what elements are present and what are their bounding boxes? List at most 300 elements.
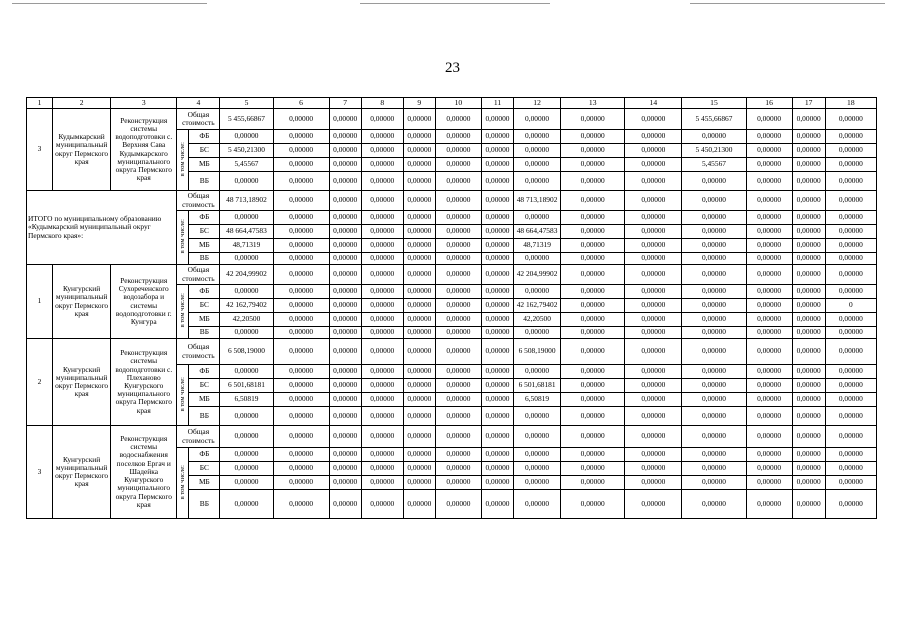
value-cell: 0,00000 <box>746 462 792 476</box>
value-cell: 42,20500 <box>514 313 561 327</box>
total-cost-label: Общая стоимость <box>177 109 220 130</box>
top-rule-mid <box>360 3 550 4</box>
value-cell: 0,00000 <box>329 476 361 490</box>
value-cell: 0,00000 <box>514 490 561 519</box>
value-cell: 0,00000 <box>435 130 481 144</box>
value-cell: 0,00000 <box>514 158 561 172</box>
value-cell: 0,00000 <box>825 462 876 476</box>
incl-label <box>177 448 189 519</box>
value-cell: 0,00000 <box>329 448 361 462</box>
value-cell: 0,00000 <box>481 448 513 462</box>
value-cell: 0,00000 <box>561 158 625 172</box>
value-cell: 0,00000 <box>792 253 825 265</box>
value-cell: 0,00000 <box>220 285 273 299</box>
value-cell: 0,00000 <box>329 393 361 407</box>
value-cell: 0,00000 <box>361 285 403 299</box>
value-cell: 0,00000 <box>481 265 513 285</box>
value-cell: 0,00000 <box>825 393 876 407</box>
table-row <box>27 191 877 211</box>
value-cell: 0,00000 <box>825 239 876 253</box>
fund-label: МБ <box>189 393 220 407</box>
header-cell: 4 <box>177 98 220 109</box>
value-cell: 0,00000 <box>682 253 746 265</box>
value-cell: 0,00000 <box>561 393 625 407</box>
value-cell: 0,00000 <box>220 172 273 191</box>
value-cell: 0,00000 <box>481 476 513 490</box>
value-cell: 0,00000 <box>273 211 329 225</box>
value-cell: 0,00000 <box>481 130 513 144</box>
value-cell: 0,00000 <box>435 158 481 172</box>
value-cell: 0,00000 <box>329 191 361 211</box>
incl-text: в том числе: <box>179 141 187 177</box>
fund-label: ФБ <box>189 211 220 225</box>
value-cell: 0,00000 <box>481 313 513 327</box>
value-cell: 0,00000 <box>329 239 361 253</box>
value-cell: 0,00000 <box>746 211 792 225</box>
fund-label: ФБ <box>189 130 220 144</box>
header-cell: 1 <box>27 98 53 109</box>
value-cell: 0,00000 <box>561 239 625 253</box>
value-cell: 0,00000 <box>625 426 682 448</box>
value-cell: 0,00000 <box>825 313 876 327</box>
value-cell: 0,00000 <box>220 407 273 426</box>
value-cell: 0,00000 <box>625 327 682 339</box>
value-cell: 0,00000 <box>403 448 435 462</box>
value-cell: 48 713,18902 <box>220 191 273 211</box>
value-cell: 0,00000 <box>435 253 481 265</box>
value-cell: 0,00000 <box>682 393 746 407</box>
value-cell: 0,00000 <box>792 365 825 379</box>
value-cell: 0,00000 <box>682 285 746 299</box>
value-cell: 0,00000 <box>403 130 435 144</box>
value-cell: 48 713,18902 <box>514 191 561 211</box>
value-cell: 0,00000 <box>435 462 481 476</box>
header-cell: 15 <box>682 98 746 109</box>
value-cell: 0,00000 <box>746 327 792 339</box>
value-cell: 0,00000 <box>481 109 513 130</box>
value-cell: 0,00000 <box>746 339 792 365</box>
value-cell: 0,00000 <box>625 239 682 253</box>
value-cell: 0,00000 <box>403 462 435 476</box>
incl-text: в том числе: <box>179 376 187 412</box>
value-cell: 0,00000 <box>792 130 825 144</box>
value-cell: 0,00000 <box>361 448 403 462</box>
incl-text: в том числе: <box>179 293 187 328</box>
value-cell: 0,00000 <box>361 144 403 158</box>
value-cell: 0,00000 <box>625 265 682 285</box>
value-cell: 0,00000 <box>825 476 876 490</box>
header-cell: 12 <box>514 98 561 109</box>
value-cell: 0,00000 <box>361 191 403 211</box>
value-cell: 0,00000 <box>746 265 792 285</box>
value-cell: 6 508,19000 <box>220 339 273 365</box>
value-cell: 0,00000 <box>514 253 561 265</box>
header-cell: 11 <box>481 98 513 109</box>
value-cell: 0,00000 <box>561 339 625 365</box>
value-cell: 0,00000 <box>361 379 403 393</box>
value-cell: 0,00000 <box>361 158 403 172</box>
value-cell: 48,71319 <box>514 239 561 253</box>
value-cell: 0,00000 <box>746 426 792 448</box>
header-cell: 5 <box>220 98 273 109</box>
value-cell: 0,00000 <box>825 144 876 158</box>
header-cell: 10 <box>435 98 481 109</box>
value-cell: 0,00000 <box>361 393 403 407</box>
value-cell: 42 204,99902 <box>514 265 561 285</box>
value-cell: 0,00000 <box>481 407 513 426</box>
value-cell: 0,00000 <box>682 448 746 462</box>
value-cell: 0,00000 <box>435 172 481 191</box>
value-cell: 0,00000 <box>481 462 513 476</box>
value-cell: 0,00000 <box>435 285 481 299</box>
value-cell: 0,00000 <box>792 379 825 393</box>
value-cell: 0,00000 <box>746 109 792 130</box>
value-cell: 0,00000 <box>792 476 825 490</box>
total-cost-label: Общая стоимость <box>177 339 220 365</box>
value-cell: 0,00000 <box>746 172 792 191</box>
header-cell: 13 <box>561 98 625 109</box>
value-cell: 0,00000 <box>682 407 746 426</box>
value-cell: 0,00000 <box>361 253 403 265</box>
value-cell: 0,00000 <box>435 365 481 379</box>
value-cell: 0,00000 <box>220 426 273 448</box>
value-cell: 0,00000 <box>825 130 876 144</box>
value-cell: 0,00000 <box>825 191 876 211</box>
value-cell: 0,00000 <box>435 327 481 339</box>
value-cell: 0,00000 <box>825 225 876 239</box>
value-cell: 0,00000 <box>403 426 435 448</box>
value-cell: 0,00000 <box>481 490 513 519</box>
value-cell: 0,00000 <box>361 407 403 426</box>
incl-text: в том числе: <box>179 464 187 500</box>
value-cell: 0,00000 <box>220 462 273 476</box>
value-cell: 0,00000 <box>825 339 876 365</box>
value-cell: 0,00000 <box>682 239 746 253</box>
value-cell: 0,00000 <box>273 490 329 519</box>
value-cell: 0,00000 <box>792 211 825 225</box>
value-cell: 0,00000 <box>514 407 561 426</box>
fund-label: БС <box>189 144 220 158</box>
value-cell: 0,00000 <box>403 158 435 172</box>
value-cell: 0,00000 <box>625 462 682 476</box>
value-cell: 0,00000 <box>481 144 513 158</box>
value-cell: 0,00000 <box>561 144 625 158</box>
municipality-name: Кудымкарский муниципальный округ Пермского края <box>53 109 111 191</box>
value-cell: 0,00000 <box>435 426 481 448</box>
value-cell: 0,00000 <box>514 462 561 476</box>
value-cell: 0,00000 <box>746 239 792 253</box>
value-cell: 0,00000 <box>273 327 329 339</box>
value-cell: 0,00000 <box>625 172 682 191</box>
total-cost-label: Общая стоимость <box>177 426 220 448</box>
value-cell: 0,00000 <box>361 130 403 144</box>
budget-table <box>26 97 877 519</box>
value-cell: 0,00000 <box>561 490 625 519</box>
value-cell: 0,00000 <box>273 299 329 313</box>
value-cell: 0,00000 <box>625 130 682 144</box>
value-cell: 0,00000 <box>792 339 825 365</box>
value-cell: 0,00000 <box>329 407 361 426</box>
value-cell: 0,00000 <box>625 365 682 379</box>
value-cell: 0,00000 <box>561 225 625 239</box>
total-cost-label: Общая стоимость <box>177 265 220 285</box>
value-cell: 0,00000 <box>435 448 481 462</box>
value-cell: 0,00000 <box>481 172 513 191</box>
value-cell: 0,00000 <box>403 172 435 191</box>
header-cell: 2 <box>53 98 111 109</box>
object-name: Реконструкция системы водоподготовки с. Верхняя Сава Кудымкарского муниципального округа Пермского края <box>111 109 177 191</box>
value-cell: 0,00000 <box>825 327 876 339</box>
value-cell: 0,00000 <box>682 327 746 339</box>
value-cell: 5,45567 <box>220 158 273 172</box>
value-cell: 0,00000 <box>435 476 481 490</box>
value-cell: 0,00000 <box>329 158 361 172</box>
value-cell: 0,00000 <box>435 379 481 393</box>
fund-label: БС <box>189 299 220 313</box>
value-cell: 0,00000 <box>792 490 825 519</box>
value-cell: 0,00000 <box>361 339 403 365</box>
value-cell: 0,00000 <box>481 379 513 393</box>
value-cell: 0,00000 <box>514 426 561 448</box>
row-number: 3 <box>27 109 53 191</box>
incl-label <box>177 365 189 426</box>
value-cell: 0,00000 <box>481 239 513 253</box>
value-cell: 0,00000 <box>220 253 273 265</box>
value-cell: 0,00000 <box>329 339 361 365</box>
value-cell: 0,00000 <box>481 339 513 365</box>
value-cell: 0,00000 <box>220 448 273 462</box>
value-cell: 0,00000 <box>435 313 481 327</box>
value-cell: 0,00000 <box>435 393 481 407</box>
value-cell: 42 162,79402 <box>514 299 561 313</box>
header-cell: 8 <box>361 98 403 109</box>
value-cell: 0,00000 <box>329 327 361 339</box>
value-cell: 0,00000 <box>561 379 625 393</box>
value-cell: 0,00000 <box>273 448 329 462</box>
value-cell: 6 501,68181 <box>220 379 273 393</box>
table-row <box>27 339 877 365</box>
value-cell: 0,00000 <box>561 462 625 476</box>
value-cell: 0,00000 <box>514 476 561 490</box>
header-cell: 9 <box>403 98 435 109</box>
value-cell: 0,00000 <box>329 109 361 130</box>
value-cell: 0,00000 <box>329 172 361 191</box>
value-cell: 0,00000 <box>746 313 792 327</box>
fund-label: ВБ <box>189 172 220 191</box>
value-cell: 0,00000 <box>361 172 403 191</box>
value-cell: 0,00000 <box>746 393 792 407</box>
value-cell: 0,00000 <box>561 407 625 426</box>
value-cell: 0,00000 <box>273 172 329 191</box>
fund-label: ВБ <box>189 327 220 339</box>
value-cell: 0,00000 <box>625 225 682 239</box>
value-cell: 0,00000 <box>361 225 403 239</box>
value-cell: 0,00000 <box>746 407 792 426</box>
value-cell: 0,00000 <box>792 426 825 448</box>
value-cell: 0,00000 <box>625 393 682 407</box>
fund-label: БС <box>189 225 220 239</box>
value-cell: 0,00000 <box>625 379 682 393</box>
header-cell: 18 <box>825 98 876 109</box>
table-row <box>27 426 877 448</box>
value-cell: 0,00000 <box>825 253 876 265</box>
value-cell: 0,00000 <box>561 211 625 225</box>
value-cell: 0,00000 <box>746 285 792 299</box>
value-cell: 0,00000 <box>561 172 625 191</box>
value-cell: 0,00000 <box>792 448 825 462</box>
value-cell: 0,00000 <box>273 285 329 299</box>
value-cell: 48,71319 <box>220 239 273 253</box>
value-cell: 0,00000 <box>329 426 361 448</box>
value-cell: 0,00000 <box>273 191 329 211</box>
value-cell: 5,45567 <box>682 158 746 172</box>
value-cell: 0,00000 <box>625 158 682 172</box>
value-cell: 0,00000 <box>361 327 403 339</box>
value-cell: 0,00000 <box>273 239 329 253</box>
value-cell: 0,00000 <box>403 490 435 519</box>
value-cell: 0,00000 <box>220 130 273 144</box>
value-cell: 0,00000 <box>273 365 329 379</box>
value-cell: 0,00000 <box>481 285 513 299</box>
value-cell: 0,00000 <box>481 426 513 448</box>
value-cell: 0,00000 <box>561 476 625 490</box>
value-cell: 0,00000 <box>329 313 361 327</box>
value-cell: 0,00000 <box>361 476 403 490</box>
value-cell: 0,00000 <box>273 130 329 144</box>
value-cell: 0,00000 <box>435 109 481 130</box>
fund-label: ВБ <box>189 490 220 519</box>
value-cell: 0,00000 <box>403 144 435 158</box>
value-cell: 0,00000 <box>746 490 792 519</box>
value-cell: 0,00000 <box>403 365 435 379</box>
value-cell: 0,00000 <box>825 426 876 448</box>
value-cell: 0,00000 <box>682 339 746 365</box>
value-cell: 0,00000 <box>682 379 746 393</box>
value-cell: 0,00000 <box>746 130 792 144</box>
value-cell: 0,00000 <box>273 462 329 476</box>
value-cell: 0,00000 <box>273 407 329 426</box>
value-cell: 0,00000 <box>682 211 746 225</box>
value-cell: 0,00000 <box>329 299 361 313</box>
fund-label: МБ <box>189 239 220 253</box>
value-cell: 0,00000 <box>514 130 561 144</box>
table-row <box>27 109 877 130</box>
fund-label: МБ <box>189 476 220 490</box>
value-cell: 0,00000 <box>825 211 876 225</box>
value-cell: 0,00000 <box>682 426 746 448</box>
value-cell: 0,00000 <box>746 144 792 158</box>
header-cell: 7 <box>329 98 361 109</box>
value-cell: 0,00000 <box>514 172 561 191</box>
value-cell: 0,00000 <box>329 211 361 225</box>
value-cell: 0,00000 <box>792 313 825 327</box>
value-cell: 0,00000 <box>220 490 273 519</box>
value-cell: 5 450,21300 <box>220 144 273 158</box>
value-cell: 0,00000 <box>481 327 513 339</box>
value-cell: 0,00000 <box>792 407 825 426</box>
value-cell: 0,00000 <box>682 172 746 191</box>
header-cell: 16 <box>746 98 792 109</box>
value-cell: 0,00000 <box>825 448 876 462</box>
value-cell: 0,00000 <box>361 490 403 519</box>
fund-label: МБ <box>189 158 220 172</box>
value-cell: 0,00000 <box>746 299 792 313</box>
value-cell: 0,00000 <box>682 490 746 519</box>
total-cost-label: Общая стоимость <box>177 191 220 211</box>
value-cell: 0,00000 <box>825 158 876 172</box>
value-cell: 0,00000 <box>220 365 273 379</box>
value-cell: 0,00000 <box>825 109 876 130</box>
value-cell: 0,00000 <box>435 339 481 365</box>
value-cell: 0,00000 <box>435 191 481 211</box>
value-cell: 0,00000 <box>792 327 825 339</box>
object-name: Реконструкция системы водоснабжения поселков Ергач и Шадейка Кунгурского муниципального округа Пермского края <box>111 426 177 519</box>
value-cell: 42 162,79402 <box>220 299 273 313</box>
value-cell: 0,00000 <box>329 144 361 158</box>
incl-text: в том числе: <box>179 219 187 254</box>
value-cell: 0,00000 <box>514 327 561 339</box>
value-cell: 0,00000 <box>514 211 561 225</box>
header-cell: 17 <box>792 98 825 109</box>
value-cell: 0,00000 <box>329 265 361 285</box>
value-cell: 0,00000 <box>625 313 682 327</box>
value-cell: 0,00000 <box>825 379 876 393</box>
fund-label: ФБ <box>189 365 220 379</box>
value-cell: 0,00000 <box>435 265 481 285</box>
incl-label <box>177 285 189 339</box>
value-cell: 6 501,68181 <box>514 379 561 393</box>
value-cell: 0,00000 <box>273 339 329 365</box>
value-cell: 0,00000 <box>746 379 792 393</box>
top-rule-right <box>690 3 885 4</box>
value-cell: 0,00000 <box>273 476 329 490</box>
value-cell: 0,00000 <box>220 211 273 225</box>
value-cell: 0,00000 <box>792 109 825 130</box>
value-cell: 0,00000 <box>329 253 361 265</box>
value-cell: 0,00000 <box>792 225 825 239</box>
value-cell: 0,00000 <box>435 225 481 239</box>
fund-label: ВБ <box>189 407 220 426</box>
top-rule-left <box>12 3 207 4</box>
value-cell: 0,00000 <box>514 144 561 158</box>
value-cell: 0,00000 <box>403 299 435 313</box>
table-row <box>27 265 877 285</box>
value-cell: 0,00000 <box>625 191 682 211</box>
value-cell: 0,00000 <box>481 299 513 313</box>
value-cell: 0,00000 <box>403 253 435 265</box>
value-cell: 0,00000 <box>273 379 329 393</box>
incl-label <box>177 211 189 265</box>
value-cell: 0,00000 <box>481 365 513 379</box>
value-cell: 0,00000 <box>273 225 329 239</box>
value-cell: 0,00000 <box>273 158 329 172</box>
value-cell: 0,00000 <box>329 490 361 519</box>
header-cell: 14 <box>625 98 682 109</box>
value-cell: 0,00000 <box>625 448 682 462</box>
fund-label: ФБ <box>189 448 220 462</box>
value-cell: 0,00000 <box>403 393 435 407</box>
value-cell: 0,00000 <box>561 130 625 144</box>
value-cell: 48 664,47583 <box>514 225 561 239</box>
value-cell: 0,00000 <box>273 253 329 265</box>
value-cell: 6 508,19000 <box>514 339 561 365</box>
value-cell: 0,00000 <box>825 265 876 285</box>
value-cell: 0,00000 <box>273 393 329 407</box>
value-cell: 0,00000 <box>682 299 746 313</box>
value-cell: 0,00000 <box>825 365 876 379</box>
value-cell: 0,00000 <box>329 285 361 299</box>
value-cell: 0,00000 <box>561 265 625 285</box>
